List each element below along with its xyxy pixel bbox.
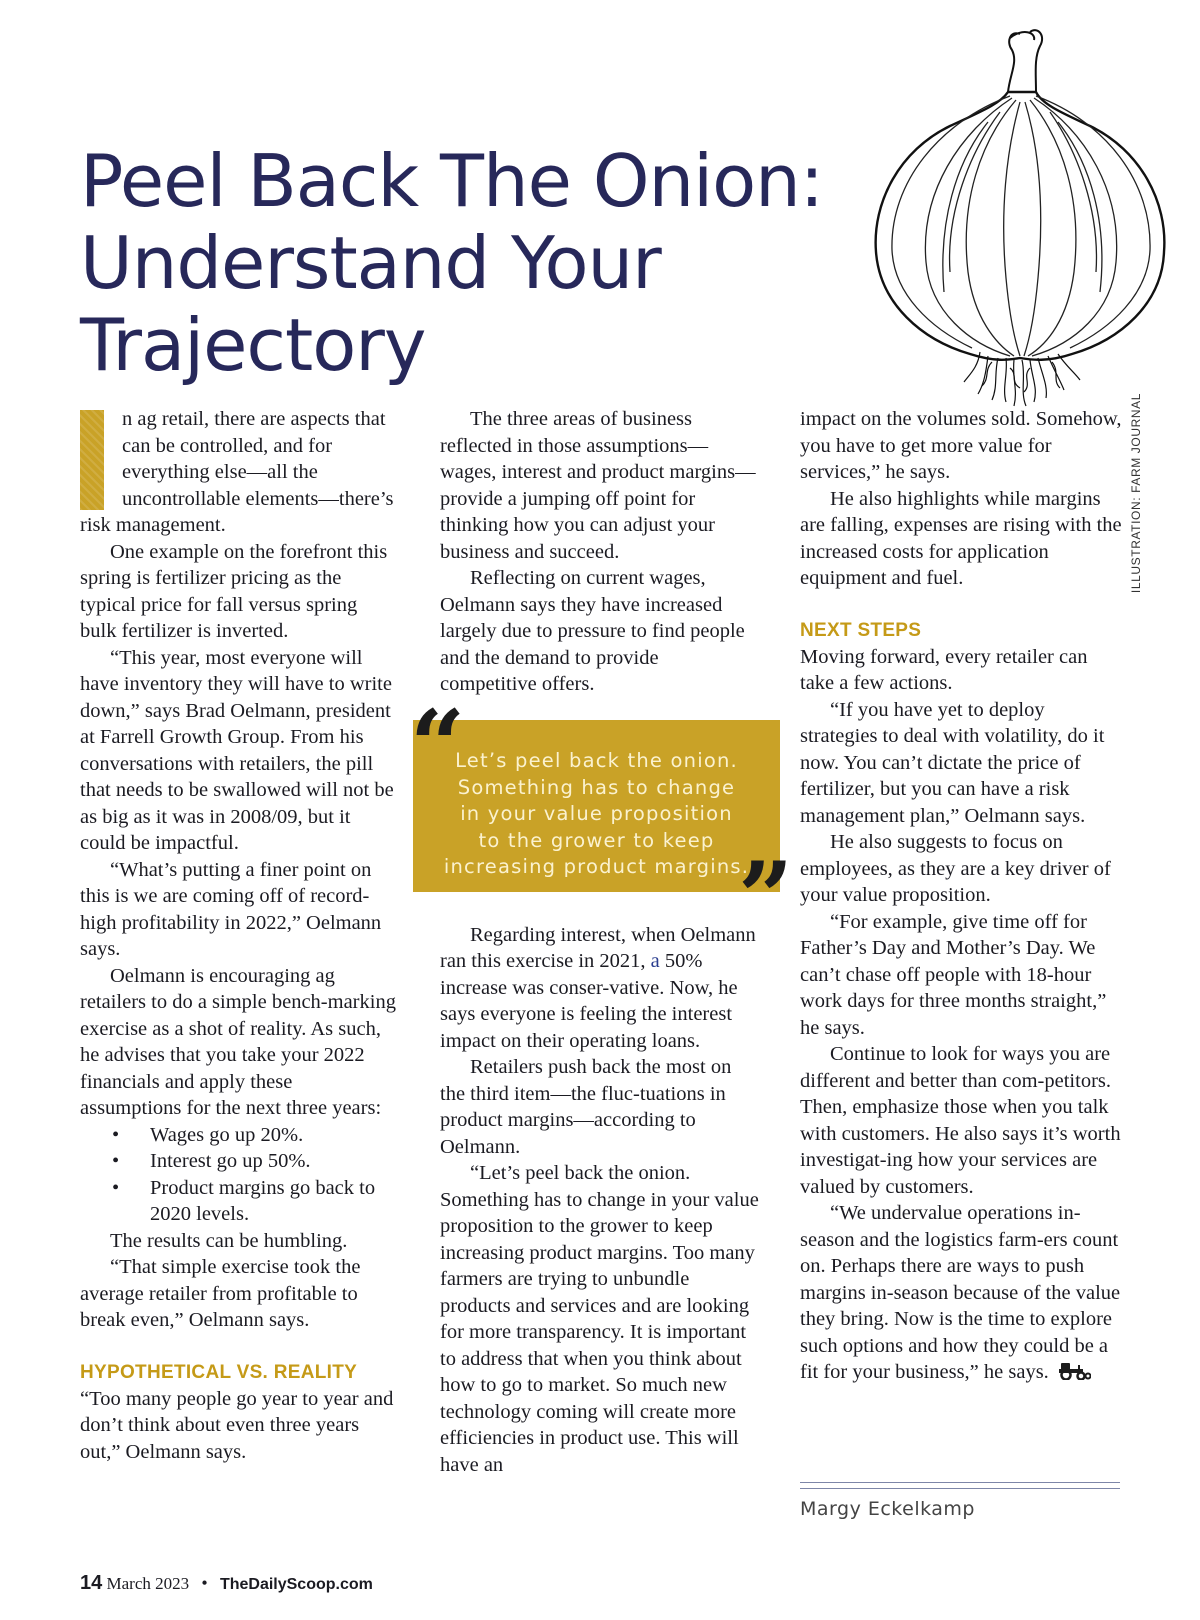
pull-quote-line: to the grower to keep [478, 828, 715, 852]
paragraph: Moving forward, every retailer can take a few actions. [800, 645, 1088, 694]
illustration-credit: ILLUSTRATION: FARM JOURNAL [1129, 393, 1143, 594]
paragraph [800, 1200, 1122, 1386]
headline-line-1: Peel Back The Onion: [80, 139, 824, 223]
bullet-icon: • [112, 1123, 120, 1146]
paragraph: The results can be humbling. [110, 1229, 348, 1252]
article-column-2 [440, 406, 760, 1478]
paragraph [440, 922, 760, 1055]
pull-quote-text [413, 748, 780, 881]
paragraph: “That simple exercise took the average retailer from profitable to break even,” Oelmann says. [80, 1256, 361, 1331]
author-byline: Margy Eckelkamp [800, 1498, 975, 1520]
paragraph: Oelmann is encouraging ag retailers to do a simple bench-marking exercise as a shot of reality. As such, he advises that you take your 2022 financials and apply these assumptions for the next three years: [80, 964, 396, 1119]
page-number: 14 [80, 1572, 103, 1594]
footer-separator: • [201, 1573, 208, 1593]
paragraph-text: 50% increase was conser-vative. Now, he says everyone is feeling the interest impact on their operating loans. [440, 950, 738, 1052]
paragraph-text: “We undervalue operations in-season and the logistics farm-ers count on. Perhaps there are ways to push margins in-season because of the value they bring. Now is the time to explore such options and how they could be a fit for your business,” he says. [800, 1202, 1121, 1383]
issue-date: March 2023 [106, 1574, 190, 1593]
pull-quote-line: increasing product margins. [443, 855, 750, 878]
close-quote-icon: ” [738, 841, 794, 954]
list-item [80, 1175, 398, 1228]
pull-quote-line: Something has to change [457, 775, 736, 799]
section-subhead: HYPOTHETICAL VS. REALITY [80, 1361, 358, 1383]
list-item-text: Wages go up 20%. [150, 1123, 304, 1146]
assumptions-list [80, 1122, 398, 1228]
bullet-icon: • [112, 1150, 120, 1172]
paragraph: Retailers push back the most on the third item—the fluc-tuations in product margins—according to Oelmann. [440, 1056, 732, 1158]
tractor-icon [1057, 1362, 1091, 1380]
list-item-text: Product margins go back to 2020 levels. [150, 1176, 376, 1225]
paragraph: “For example, give time off for Father’s Day and Mother’s Day. We can’t chase off people with 18-hour work days for three months straight,” he says. [800, 910, 1107, 1039]
pull-quote [413, 720, 780, 892]
list-item [80, 1148, 398, 1175]
paragraph: Reflecting on current wages, Oelmann says they have increased largely due to pressure to find people and the demand to provide competitive offers. [440, 567, 745, 695]
page-footer [80, 1572, 373, 1595]
paragraph-text: a [650, 950, 660, 972]
paragraph: One example on the forefront this spring is fertilizer pricing as the typical price for fall versus spring bulk fertilizer is inverted. [80, 540, 388, 642]
article-column-3 [800, 406, 1122, 1386]
pull-quote-line: in your value proposition [460, 802, 733, 825]
paragraph: “What’s putting a finer point on this is we are coming off of record-high profitability in 2022,” Oelmann says. [80, 858, 382, 960]
paragraph: “Let’s peel back the onion. Something has to change in your value proposition to the grower to keep increasing product margins. Too many farmers are trying to unbundle products and services and are looking for more transparency. It is important to address that when you think about how to go to market. So much new technology coming will create more efficiencies in product use. This will have an [440, 1162, 759, 1476]
paragraph-text: Regarding interest, when Oelmann ran this exercise in 2021, [440, 923, 756, 972]
paragraph: He also highlights while margins are falling, expenses are rising with the increased costs for application equipment and fuel. [800, 487, 1122, 589]
drop-cap-icon [80, 410, 104, 510]
paragraph: “Too many people go year to year and don’t think about even three years out,” Oelmann says. [80, 1387, 394, 1463]
paragraph: Continue to look for ways you are different and better than com-petitors. Then, emphasize those when you talk with customers. He also says it’s worth investigat-ing how your services are valued by customers. [800, 1043, 1121, 1198]
list-item [80, 1122, 398, 1149]
byline-rule [800, 1482, 1120, 1489]
section-subhead: NEXT STEPS [800, 619, 922, 641]
article-headline [80, 140, 860, 386]
onion-illustration [860, 22, 1180, 412]
lead-text: n ag retail, there are aspects that can be controlled, and for everything else—all the uncontrollable elements—there’s risk management. [80, 408, 394, 536]
paragraph: “This year, most everyone will have inventory they will have to write down,” says Brad Oelmann, president at Farrell Growth Group. From his conversations with retailers, the pill that needs to be swallowed will not be as big as it was in 2008/09, but it could be impactful. [80, 646, 394, 854]
headline-line-3: Trajectory [80, 303, 426, 387]
open-quote-icon: “ [410, 689, 466, 802]
paragraph: “If you have yet to deploy strategies to deal with volatility, do it now. You can’t dictate the price of fertilizer, but you can have a risk management plan,” Oelmann says. [800, 698, 1105, 827]
list-item-text: Interest go up 50%. [150, 1150, 311, 1172]
headline-line-2: Understand Your [80, 221, 661, 305]
article-column-1 [80, 406, 398, 1465]
paragraph: He also suggests to focus on employees, as they are a key driver of your value proposition. [800, 831, 1111, 906]
site-name: TheDailyScoop.com [219, 1576, 373, 1593]
bullet-icon: • [112, 1176, 120, 1199]
paragraph: impact on the volumes sold. Somehow, you have to get more value for services,” he says. [800, 408, 1122, 483]
lead-paragraph [80, 406, 398, 539]
paragraph: The three areas of business reflected in those assumptions—wages, interest and product margins—provide a jumping off point for thinking how you can adjust your business and succeed. [440, 408, 756, 563]
pull-quote-line: Let’s peel back the onion. [455, 749, 738, 772]
